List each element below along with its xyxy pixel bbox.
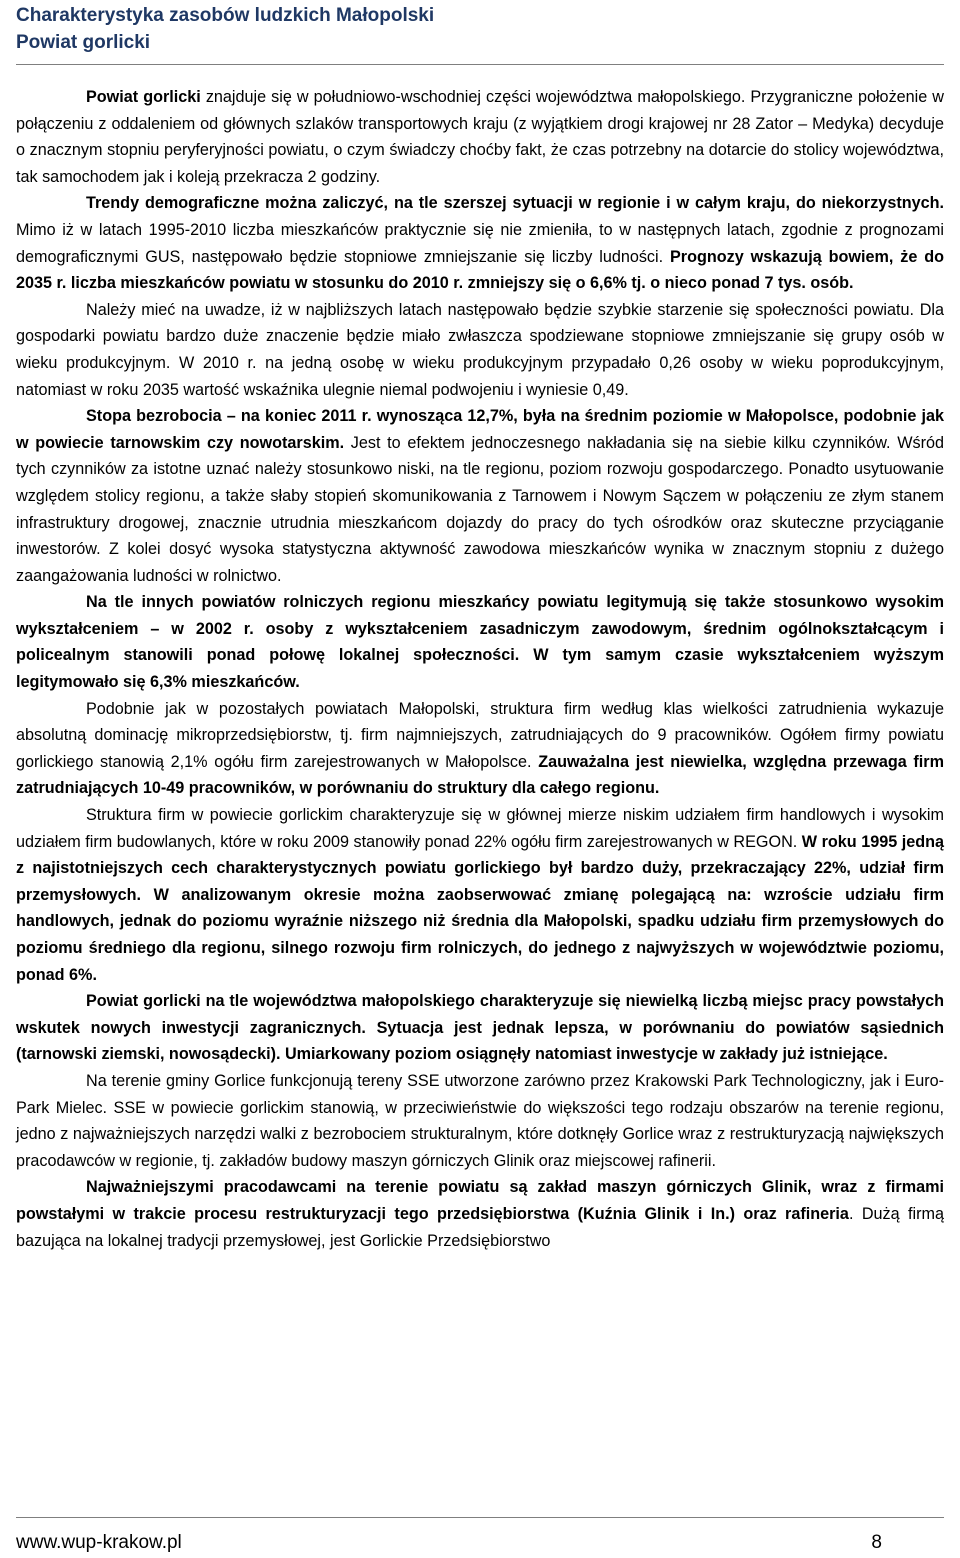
text-run-bold: Na tle innych powiatów rolniczych regionu mieszkańcy powiatu legitymują się także stosunkowo wysokim wykształceniem – w 2002 r. osoby z wykształceniem zasadniczym zawodowym, średnim ogólnokształcącym i policealnym stanowili ponad połowę lokalnej społeczności. W tym samym czasie wykształceniem wyższym legitymowało się 6,3% mieszkańców. [16,593,944,692]
header-divider [16,64,944,65]
text-run: Należy mieć na uwadze, iż w najbliższych latach następowało będzie szybkie starzenie się społeczności powiatu. Dla gospodarki powiatu bardzo duże znaczenie będzie miało zwłaszcza spodziewane stopniowe zmniejszanie się grupy osób w wieku produkcyjnym. W 2010 r. na jedną osobę w wieku produkcyjnym przypadało 0,26 osoby w wieku poprodukcyjnym, natomiast w roku 2035 wartość wskaźnika ulegnie niemal podwojeniu i wyniesie 0,49. [16,300,944,399]
paragraph [16,802,944,988]
text-run: Na terenie gminy Gorlice funkcjonują tereny SSE utworzone zarówno przez Krakowski Park Technologiczny, jak i Euro-Park Mielec. SSE w powiecie gorlickim stanowią, w przeciwieństwie do większości tego rodzaju obszarów na terenie regionu, jedno z najważniejszych narzędzi walki z bezrobociem strukturalnym, które dotknęły Gorlice wraz z restrukturyzacją największych pracodawców w regionie, tj. zakładów budowy maszyn górniczych Glinik oraz miejscowej rafinerii. [16,1071,944,1170]
text-run-bold: Najważniejszymi pracodawcami na terenie powiatu są zakład maszyn górniczych Glinik, wraz z firmami powstałymi w trakcie procesu restrukturyzacji tego przedsiębiorstwa (Kuźnia Glinik i In.) oraz rafineria [16,1178,944,1223]
document-title: Charakterystyka zasobów ludzkich Małopolski [16,5,435,26]
text-run-bold: Prognozy wskazują bowiem, że do 2035 r. liczba mieszkańców powiatu w stosunku do 2010 r. zmniejszy się o 6,6% tj. o nieco ponad 7 tys. osób. [16,247,944,293]
text-run: Jest to efektem jednoczesnego nakładania się na siebie kilku czynników. Wśród tych czynników za istotne uznać należy stosunkowo niski, na tle regionu, poziom rozwoju gospodarczego. Ponadto usytuowanie względem stolicy regionu, a także słaby stopień skomunikowania z Tarnowem i Nowym Sączem w połączeniu ze złym stanem infrastruktury drogowej, znacznie utrudnia mieszkańcom dojazdy do pracy do tych ośrodków oraz skuteczne przyciąganie inwestorów. Z kolei dosyć wysoka statystyczna aktywność zawodowa mieszkańców wynika w znacznym stopniu z dużego zaangażowania ludności w rolnictwo. [16,433,944,585]
document-subtitle: Powiat gorlicki [16,32,151,53]
page-number: 8 [871,1532,882,1553]
text-run-bold: Powiat gorlicki na tle województwa małopolskiego charakteryzuje się niewielką liczbą miejsc pracy powstałych wskutek nowych inwestycji zagranicznych. Sytuacja jest jednak lepsza, w porównaniu do powiatów sąsiednich (tarnowski ziemski, nowosądecki). Umiarkowany poziom osiągnęły natomiast inwestycje w zakłady już istniejące. [16,992,944,1064]
paragraph [16,696,944,802]
text-run-bold: Powiat gorlicki [86,88,201,106]
text-run-bold: Zauważalna jest niewielka, względna przewaga firm zatrudniających 10-49 pracowników, w porównaniu do struktury dla całego regionu. [16,752,945,798]
text-run: Mimo iż w latach 1995-2010 liczba mieszkańców praktycznie się nie zmieniła, to w następnych latach, zgodnie z prognozami demograficznymi GUS, następowało będzie stopniowe zmniejszanie się liczby ludności. [16,220,944,266]
paragraph [16,988,944,1068]
text-run-bold: Stopa bezrobocia – na koniec 2011 r. wynosząca 12,7%, była na średnim poziomie w Małopolsce, podobnie jak w powiecie tarnowskim czy nowotarskim. [16,407,944,452]
page-header [16,2,944,56]
paragraph [16,297,944,403]
document-body [16,84,944,1254]
paragraph [16,1068,944,1174]
text-run: znajduje się w południowo-wschodniej części województwa małopolskiego. Przygraniczne położenie w połączeniu z oddaleniem od głównych szlaków transportowych kraju (z wyjątkiem drogi krajowej nr 28 Zator – Medyka) decyduje o znacznym stopniu peryferyjności powiatu, o czym świadczy choćby fakt, że czas potrzebny na dotarcie do stolicy województwa, tak samochodem jak i koleją przekracza 2 godziny. [16,88,944,186]
paragraph [16,1174,944,1254]
paragraph [16,589,944,695]
paragraph [16,190,944,296]
footer-url: www.wup-krakow.pl [16,1532,182,1553]
text-run: Podobnie jak w pozostałych powiatach Małopolski, struktura firm według klas wielkości zatrudnienia wykazuje absolutną dominację mikroprzedsiębiorstw, tj. firm najmniejszych, zatrudniających do 9 pracowników. Ogółem firmy powiatu gorlickiego stanowią 2,1% ogółu firm zarejestrowanych w Małopolsce. [16,699,944,771]
paragraph [16,403,944,589]
text-run-bold: W roku 1995 jedną z najistotniejszych cech charakterystycznych powiatu gorlickiego był bardzo duży, przekraczający 22%, udział firm przemysłowych. W analizowanym okresie można zaobserwować zmianę polegającą na: wzroście udziału firm handlowych, jednak do poziomu wyraźnie niższego niż średnia dla Małopolski, spadku udziału firm przemysłowych do poziomu średniego dla regionu, silnego rozwoju firm rolniczych, do jednego z najwyższych w województwie poziomu, ponad 6%. [16,832,945,984]
paragraph [16,84,944,190]
text-run: . Dużą firmą bazująca na lokalnej tradycji przemysłowej, jest Gorlickie Przedsiębiorstwo [16,1204,944,1250]
footer-divider [16,1517,944,1518]
text-run-bold: Trendy demograficzne można zaliczyć, na tle szerszej sytuacji w regionie i w całym kraju, do niekorzystnych. [86,194,944,213]
text-run: Struktura firm w powiecie gorlickim charakteryzuje się w głównej mierze niskim udziałem firm handlowych i wysokim udziałem firm budowlanych, które w roku 2009 stanowiły ponad 22% ogółu firm zarejestrowanych w REGON. [16,806,944,851]
